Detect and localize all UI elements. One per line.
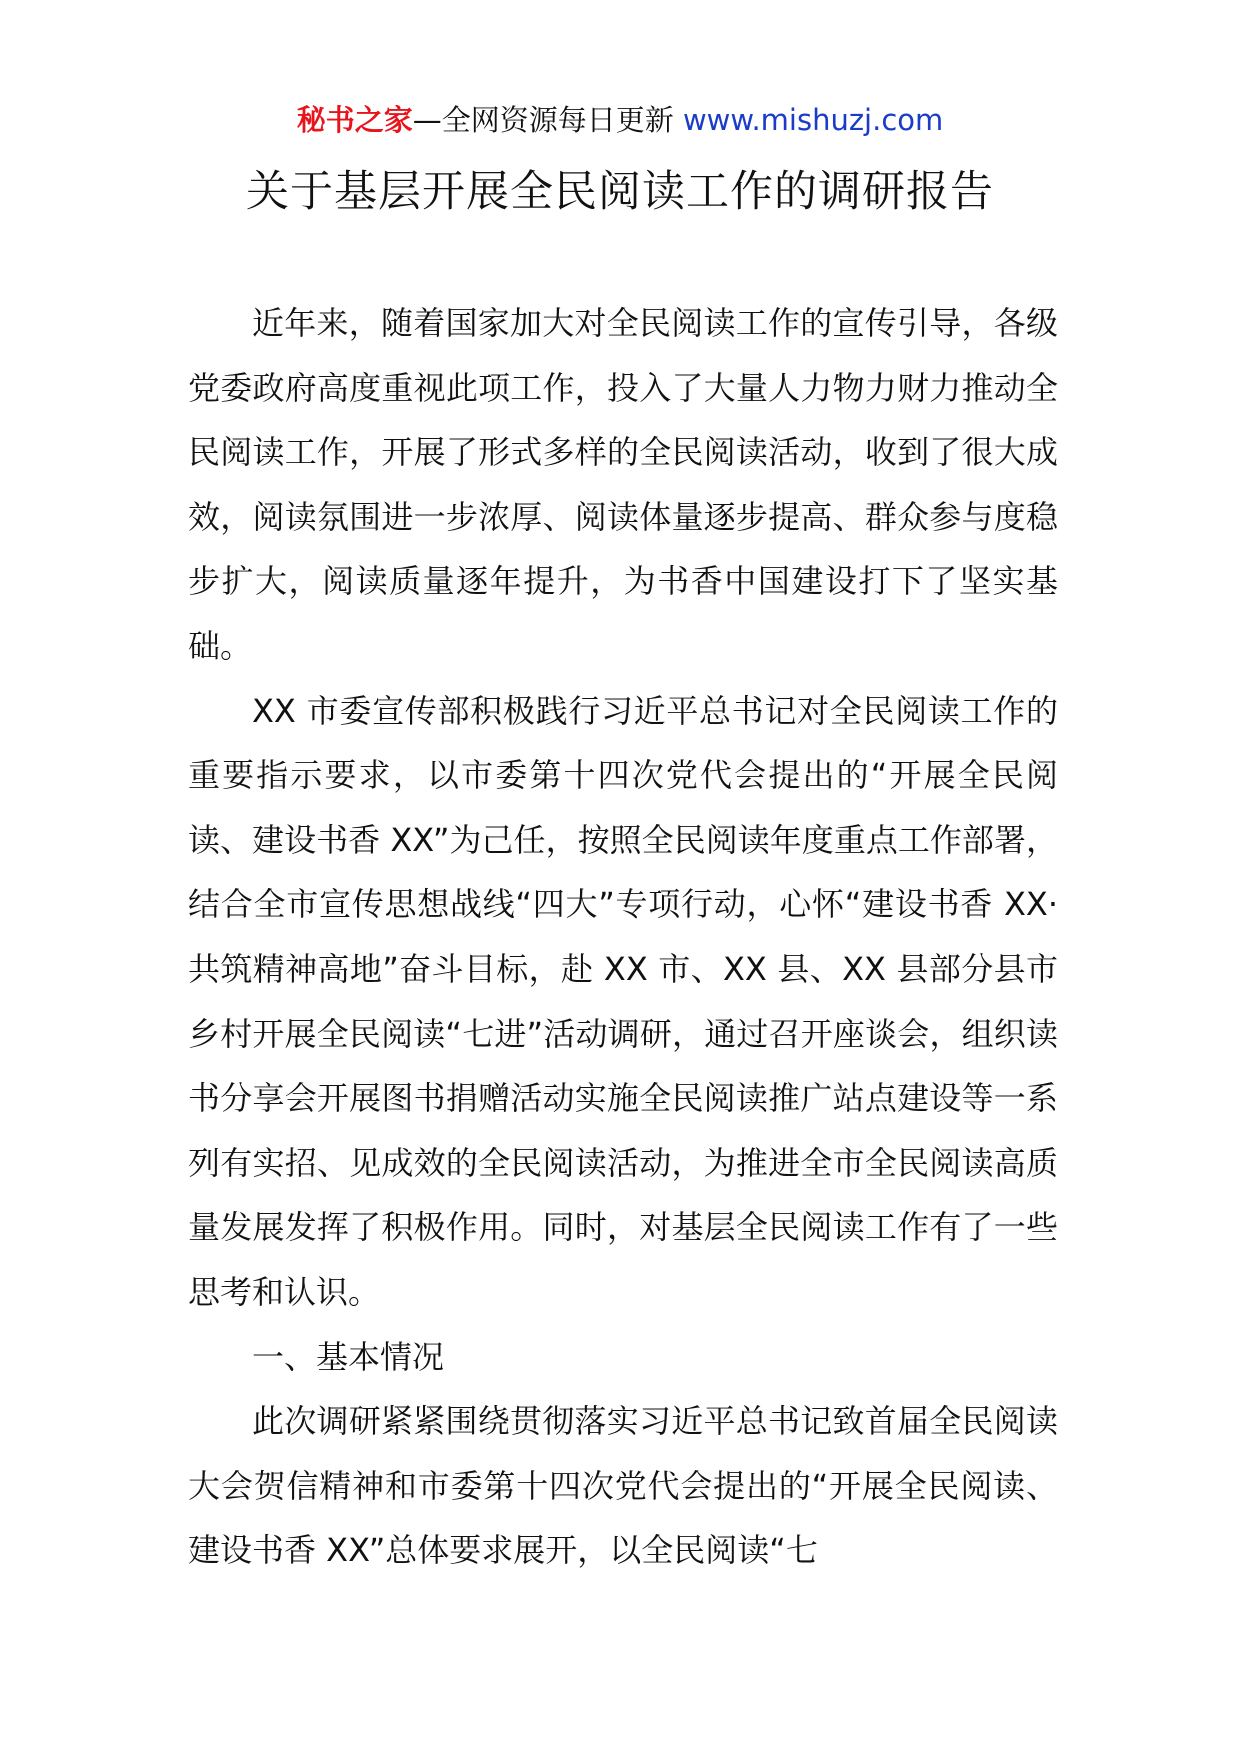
body-paragraph: XX 市委宣传部积极践行习近平总书记对全民阅读工作的重要指示要求，以市委第十四次党代会提出的“开展全民阅读、建设书香 XX”为己任，按照全民阅读年度重点工作部署，结合全市宣传思想战线“四大”专项行动，心怀“建设书香 XX·共筑精神高地”奋斗目标，赴 XX 市、XX 县、XX 县部分县市乡村开展全民阅读“七进”活动调研，通过召开座谈会，组织读书分享会开展图书捐赠活动实施全民阅读推广站点建设等一系列有实招、见成效的全民阅读活动，为推进全市全民阅读高质量发展发挥了积极作用。同时，对基层全民阅读工作有了一些思考和认识。 <box>188 691 1058 1311</box>
document-body <box>188 291 1058 1583</box>
page-header <box>0 100 1240 140</box>
section-heading: 一、基本情况 <box>252 1337 445 1376</box>
document-title: 关于基层开展全民阅读工作的调研报告 <box>246 167 994 217</box>
header-tagline: —全网资源每日更新 <box>412 103 683 137</box>
body-paragraph: 近年来，随着国家加大对全民阅读工作的宣传引导，各级党委政府高度重视此项工作，投入了大量人力物力财力推动全民阅读工作，开展了形式多样的全民阅读活动，收到了很大成效，阅读氛围进一步浓厚、阅读体量逐步提高、群众参与度稳步扩大，阅读质量逐年提升，为书香中国建设打下了坚实基础。 <box>188 304 1058 665</box>
brand-name: 秘书之家 <box>296 103 413 137</box>
site-url-link[interactable]: www.mishuzj.com <box>682 103 944 137</box>
body-paragraph: 此次调研紧紧围绕贯彻落实习近平总书记致首届全民阅读大会贺信精神和市委第十四次党代会提出的“开展全民阅读、建设书香 XX”总体要求展开，以全民阅读“七 <box>188 1402 1058 1570</box>
